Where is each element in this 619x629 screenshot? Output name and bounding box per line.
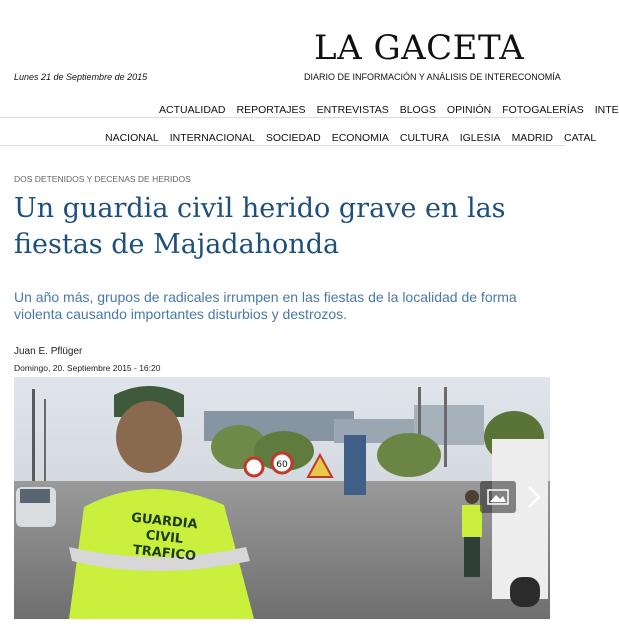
secondary-nav-item — [564, 126, 596, 145]
primary-nav-link-entrevistas[interactable]: ENTREVISTAS — [316, 104, 389, 116]
gallery-control — [480, 478, 550, 516]
vest-text-line-2: CIVIL — [144, 528, 184, 547]
primary-nav-link-fotogaler-as[interactable]: FOTOGALERÍAS — [502, 104, 584, 116]
secondary-nav-item — [332, 126, 389, 145]
secondary-nav-item — [460, 126, 501, 145]
primary-nav-link-reportajes[interactable]: REPORTAJES — [236, 104, 306, 116]
primary-nav-link-blogs[interactable]: BLOGS — [399, 104, 436, 116]
speed-sign-label: 60 — [276, 460, 288, 470]
article-kicker: DOS DETENIDOS Y DECENAS DE HERIDOS — [14, 174, 191, 184]
secondary-nav-link-economia[interactable]: ECONOMIA — [331, 132, 389, 144]
secondary-nav-link-madrid[interactable]: MADRID — [511, 132, 553, 144]
secondary-nav-link-nacional[interactable]: NACIONAL — [105, 132, 159, 144]
current-date: Lunes 21 de Septiembre de 2015 — [14, 72, 148, 82]
vest-text-line-1: GUARDIA — [130, 510, 199, 533]
secondary-nav-link-sociedad[interactable]: SOCIEDAD — [265, 132, 321, 144]
chevron-right-icon[interactable] — [522, 481, 546, 513]
secondary-nav — [0, 120, 597, 146]
primary-nav-list — [159, 98, 619, 117]
secondary-nav-item — [512, 126, 553, 145]
secondary-nav-list — [105, 126, 596, 145]
photo-scene — [14, 377, 550, 619]
primary-nav-item — [159, 98, 226, 117]
primary-nav-item — [447, 98, 491, 117]
primary-nav-item — [400, 98, 436, 117]
vest-text-line-3: TRAFICO — [132, 542, 197, 565]
secondary-nav-item — [105, 126, 159, 145]
site-tagline: DIARIO DE INFORMACIÓN Y ANÁLISIS DE INTERECONOMÍA — [304, 72, 561, 82]
site-logo[interactable]: LA GACETA — [314, 28, 525, 68]
secondary-nav-link-catal[interactable]: CATAL — [563, 132, 597, 144]
primary-nav-item — [502, 98, 584, 117]
secondary-nav-item — [170, 126, 255, 145]
primary-nav-item — [237, 98, 306, 117]
article-timestamp: Domingo, 20. Septiembre 2015 - 16:20 — [14, 363, 161, 373]
primary-nav-link-inte[interactable]: INTE — [594, 104, 619, 116]
secondary-nav-link-internacional[interactable]: INTERNACIONAL — [169, 132, 255, 144]
secondary-nav-item — [266, 126, 321, 145]
primary-nav-link-actualidad[interactable]: ACTUALIDAD — [159, 104, 226, 116]
article-author[interactable]: Juan E. Pflüger — [14, 346, 83, 357]
primary-nav-link-opini-n[interactable]: OPINIÓN — [446, 104, 492, 116]
secondary-nav-link-iglesia[interactable]: IGLESIA — [459, 132, 501, 144]
secondary-nav-link-cultura[interactable]: CULTURA — [399, 132, 449, 144]
primary-nav-item — [595, 98, 619, 117]
primary-nav — [0, 92, 619, 118]
primary-nav-item — [317, 98, 389, 117]
article-standfirst: Un año más, grupos de radicales irrumpen en las fiestas de la localidad de forma violenta causando importantes disturbios y destrozos. — [14, 289, 517, 322]
image-gallery-icon[interactable] — [480, 481, 516, 513]
article-headline: Un guardia civil herido grave en las fiestas de Majadahonda — [14, 193, 506, 260]
article-photo[interactable] — [14, 377, 550, 619]
secondary-nav-item — [400, 126, 449, 145]
